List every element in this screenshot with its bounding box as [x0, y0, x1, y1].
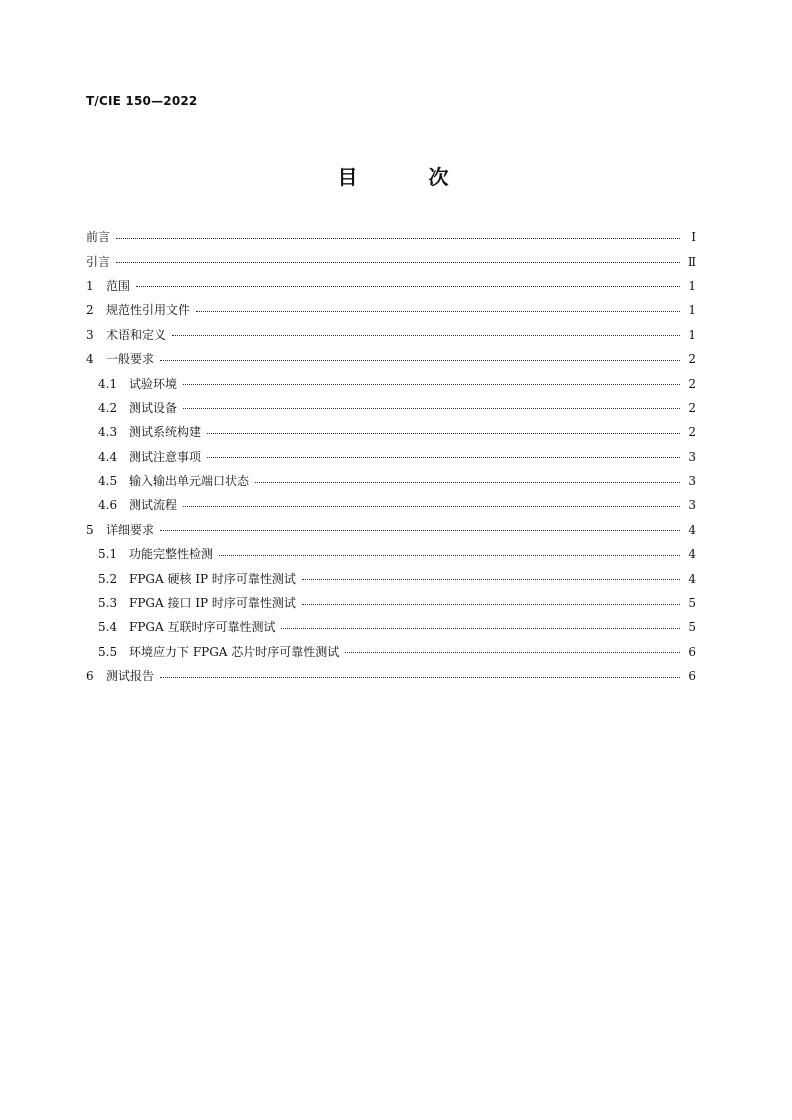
toc-entry-number: 5.4: [98, 620, 118, 635]
toc-dot-leader: [160, 530, 680, 531]
toc-entry-number: 5.3: [98, 596, 118, 611]
toc-dot-leader: [219, 555, 680, 556]
toc-entry-page: 1: [688, 327, 696, 342]
toc-entry-number: 4.5: [98, 474, 118, 489]
toc-dot-leader: [160, 677, 680, 678]
toc-entry-number: 5.5: [98, 644, 118, 659]
toc-entry[interactable]: [86, 469, 696, 493]
toc-dot-leader: [136, 286, 680, 287]
toc-dot-leader: [116, 262, 680, 263]
toc-entry-label: 环境应力下 FPGA 芯片时序可靠性测试: [129, 644, 340, 659]
toc-entry[interactable]: [86, 249, 696, 273]
toc-entry-label: 测试报告: [106, 669, 155, 684]
toc-entry-page: 4: [688, 547, 696, 562]
toc-entry-page: 1: [688, 303, 696, 318]
toc-entry-label: 规范性引用文件: [106, 303, 191, 318]
toc-entry-label: 测试流程: [129, 498, 178, 513]
toc-dot-leader: [207, 457, 680, 458]
toc-dot-leader: [302, 604, 680, 605]
toc-entry-number: 4.2: [98, 400, 118, 415]
toc-entry-page: Ⅱ: [687, 254, 696, 269]
toc-entry-number: 1: [86, 278, 94, 293]
toc-entry-page: 6: [688, 644, 696, 659]
toc-entry-page: 5: [688, 620, 696, 635]
toc-entry-page: 5: [688, 596, 696, 611]
toc-entry-page: 4: [688, 571, 696, 586]
toc-entry-page: 3: [688, 449, 696, 464]
toc-entry-number: 2: [86, 303, 94, 318]
toc-entry-number: 4.1: [98, 376, 118, 391]
toc-entry-number: 4.3: [98, 425, 118, 440]
toc-entry-page: 3: [688, 474, 696, 489]
toc-entry-label: 术语和定义: [106, 327, 167, 342]
toc-dot-leader: [345, 652, 680, 653]
toc-entry-label: 测试注意事项: [129, 449, 202, 464]
toc-dot-leader: [183, 408, 680, 409]
toc-dot-leader: [255, 482, 680, 483]
toc-entry-page: 6: [688, 669, 696, 684]
toc-entry-number: 5.2: [98, 571, 118, 586]
toc-entry-number: 5: [86, 522, 94, 537]
toc-entry-label: 前言: [86, 230, 111, 245]
toc-entry-page: 2: [688, 376, 696, 391]
toc-entry[interactable]: [86, 640, 696, 664]
toc-entry-label: 功能完整性检测: [129, 547, 214, 562]
toc-dot-leader: [116, 238, 680, 239]
toc-entry-label: FPGA 互联时序可靠性测试: [129, 620, 276, 635]
toc-entry-label: 输入输出单元端口状态: [129, 474, 250, 489]
toc-dot-leader: [196, 311, 680, 312]
toc-entry-number: 5.1: [98, 547, 118, 562]
toc-entry[interactable]: [86, 225, 696, 249]
toc-entry-label: 测试设备: [129, 400, 178, 415]
toc-entry-page: Ⅰ: [691, 230, 696, 245]
toc-entry-label: FPGA 硬核 IP 时序可靠性测试: [129, 571, 296, 586]
toc-entry-number: 4: [86, 352, 94, 367]
toc-entry-number: 3: [86, 327, 94, 342]
toc-entry[interactable]: [86, 518, 696, 542]
toc-entry[interactable]: [86, 274, 696, 298]
toc-entry-number: 4.4: [98, 449, 118, 464]
toc-dot-leader: [207, 433, 680, 434]
toc-entry-label: 引言: [86, 254, 111, 269]
toc-entry-number: 6: [86, 669, 94, 684]
toc-entry[interactable]: [86, 347, 696, 371]
toc-entry[interactable]: [86, 420, 696, 444]
toc-entry-page: 2: [688, 352, 696, 367]
toc-entry[interactable]: [86, 323, 696, 347]
toc-entry[interactable]: [86, 566, 696, 590]
toc-entry-label: 范围: [106, 278, 131, 293]
toc-entry[interactable]: [86, 371, 696, 395]
toc-entry-page: 2: [688, 425, 696, 440]
toc-entry-label: FPGA 接口 IP 时序可靠性测试: [129, 596, 296, 611]
toc-entry-label: 详细要求: [106, 522, 155, 537]
toc-entry[interactable]: [86, 493, 696, 517]
document-code: T/CIE 150—2022: [86, 94, 198, 108]
toc-entry-label: 测试系统构建: [129, 425, 202, 440]
toc-entry-page: 4: [688, 522, 696, 537]
toc-entry-page: 1: [688, 278, 696, 293]
toc-dot-leader: [183, 506, 680, 507]
toc-entry[interactable]: [86, 615, 696, 639]
toc-entry-page: 2: [688, 400, 696, 415]
toc-entry[interactable]: [86, 542, 696, 566]
toc-entry-label: 一般要求: [106, 352, 155, 367]
toc-dot-leader: [160, 360, 680, 361]
toc-dot-leader: [172, 335, 680, 336]
toc-entry[interactable]: [86, 664, 696, 688]
toc-entry[interactable]: [86, 396, 696, 420]
toc-dot-leader: [183, 384, 680, 385]
toc-dot-leader: [281, 628, 680, 629]
toc-entry[interactable]: [86, 591, 696, 615]
table-of-contents: [86, 225, 696, 688]
toc-entry-page: 3: [688, 498, 696, 513]
toc-entry-label: 试验环境: [129, 376, 178, 391]
page-title: 目 次: [337, 165, 481, 189]
toc-entry[interactable]: [86, 445, 696, 469]
toc-dot-leader: [302, 579, 680, 580]
toc-entry-number: 4.6: [98, 498, 118, 513]
toc-entry[interactable]: [86, 298, 696, 322]
